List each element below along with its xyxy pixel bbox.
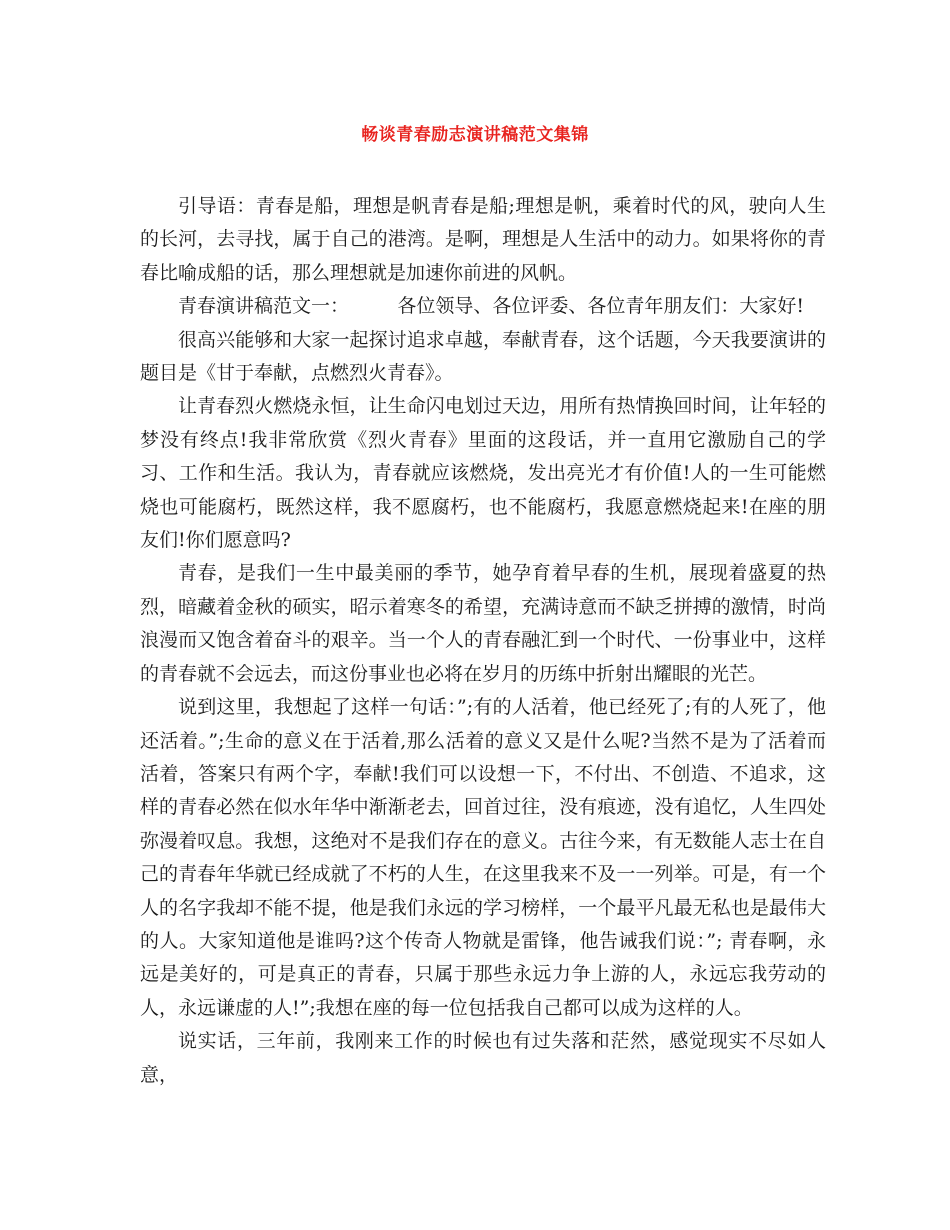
paragraph-lei-feng: 说到这里，我想起了这样一句话：”;有的人活着，他已经死了;有的人死了，他还活着。”;生命的意义在于活着,那么活着的意义又是什么呢?当然不是为了活着而活着，答案只有两个字，奉献!我们可以设想一下，不付出、不创造、不追求，这样的青春必然在似水年华中渐渐老去，回首过往，没有痕迹，没有追忆，人生四处弥漫着叹息。我想，这绝对不是我们存在的意义。古往今来，有无数能人志士在自己的青春年华就已经成就了不朽的人生，在这里我来不及一一列举。可是，有一个人的名字我却不能不提，他是我们永远的学习榜样，一个最平凡最无私也是最伟大的人。大家知道他是谁吗?这个传奇人物就是雷锋，他告诫我们说：”; 青春啊，永远是美好的，可是真正的青春，只属于那些永远力争上游的人，永远忘我劳动的人，永远谦虚的人!”;我想在座的每一位包括我自己都可以成为这样的人。 — [140, 696, 826, 1019]
document-title: 畅谈青春励志演讲稿范文集锦 — [361, 125, 589, 145]
paragraph-youth-season: 青春，是我们一生中最美丽的季节，她孕育着早春的生机，展现着盛夏的热烈，暗藏着金秋的硕实，昭示着寒冬的希望，充满诗意而不缺乏拼搏的激情，时尚浪漫而又饱含着奋斗的艰辛。当一个人的青春融汇到一个时代、一份事业中，这样的青春就不会远去，而这份事业也必将在岁月的历练中折射出耀眼的光芒。 — [140, 562, 826, 685]
paragraph-topic: 很高兴能够和大家一起探讨追求卓越，奉献青春，这个话题，今天我要演讲的题目是《甘于奉献，点燃烈火青春》。 — [140, 328, 826, 385]
document-body — [140, 190, 826, 1092]
paragraph-burning-youth: 让青春烈火燃烧永恒，让生命闪电划过天边，用所有热情换回时间，让年轻的梦没有终点!我非常欣赏《烈火青春》里面的这段话，并一直用它激励自己的学习、工作和生活。我认为，青春就应该燃烧，发出亮光才有价值!人的一生可能燃烧也可能腐朽，既然这样，我不愿腐朽，也不能腐朽，我愿意燃烧起来!在座的朋友们!你们愿意吗? — [140, 395, 826, 552]
paragraph-greeting: 青春演讲稿范文一： 各位领导、各位评委、各位青年朋友们：大家好! — [178, 295, 804, 318]
paragraph-intro: 引导语：青春是船，理想是帆青春是船;理想是帆，乘着时代的风，驶向人生的长河，去寻找，属于自己的港湾。是啊，理想是人生活中的动力。如果将你的青春比喻成船的话，那么理想就是加速你前进的风帆。 — [140, 195, 826, 284]
paragraph-three-years-ago: 说实话，三年前，我刚来工作的时候也有过失落和茫然，感觉现实不尽如人意， — [140, 1030, 826, 1086]
